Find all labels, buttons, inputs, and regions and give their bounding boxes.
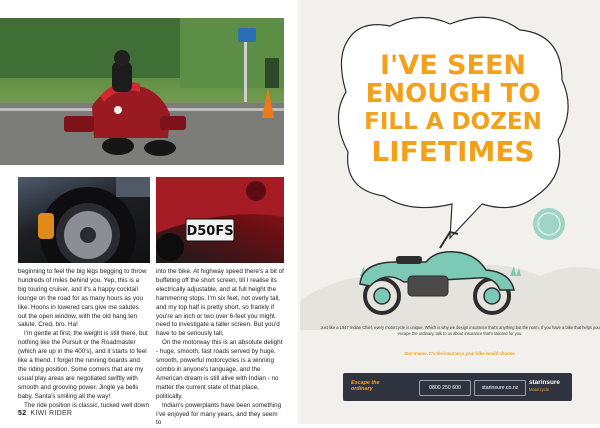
rear-plate-detail-photo: [156, 177, 284, 263]
rear-detail: [156, 177, 284, 263]
paragraph: On the motorway this is an absolute delight - huge, smooth, fast roads served by huge, smooth, powerful motorcycles is a winning combo in anyone's language, and the American dream is still alive with Indian - no matter the current state of that place, politically.: [156, 339, 283, 400]
page-folio: [18, 410, 72, 417]
headline-line-4: LIFETIMES: [371, 135, 535, 168]
starinsure-logo: [529, 379, 571, 393]
wheel-detail: [18, 177, 150, 263]
ad-headline: [338, 52, 568, 166]
page-number: 52: [18, 410, 27, 417]
paragraph: I'm gentle at first, the weight is still there, but nothing like the Pursuit or the Roadmaster (which are up in the 400's), and it starts to feel like a friend. I forget the running boards and the riding position. Some corners that are my usual play areas are negotiated swiftly with smooth and grooving power. Jingle ya bells baby, Santa's smiling all the way!: [18, 330, 148, 400]
brand-sub: Motorcycle: [529, 387, 550, 392]
paragraph: into the bike. At highway speed there's a bit of buffeting off the short screen, till I realise its electrically adjustable, and at full height the hammering stops. I'm six feet, not overly tall, and my top half is pretty short, so frankly if you're an inch or two over 6-feet you might need to investigate a taller screen. But you'd have to be seriously tall.: [156, 268, 284, 338]
article-column-1: [18, 268, 149, 411]
paragraph: Indian's powerplants have been something I've enjoyed for many years, and they seem to: [156, 401, 282, 427]
phone-number[interactable]: 0800 250 600: [419, 380, 471, 396]
headline-line-3: FILL A DOZEN: [364, 109, 542, 135]
article-column-2: [156, 268, 284, 428]
magazine-name: KIWI RIDER: [30, 410, 73, 417]
paragraph: The ride position is classic, tucked well down: [24, 401, 149, 409]
ad-contact-banner: [343, 373, 572, 401]
motorcycle-riding-photo: [0, 18, 284, 165]
wheel-brake-detail-photo: [18, 177, 150, 263]
website-link[interactable]: starinsure.co.nz: [474, 380, 526, 396]
left-page: [0, 0, 300, 427]
escape-ordinary-logo: Escape the ordinary: [351, 380, 380, 392]
ad-tagline: Star Insure. It's the insurance your bike would choose.: [404, 351, 516, 356]
motorcycle-scene: [0, 18, 284, 165]
headline-line-2: ENOUGH TO: [365, 79, 541, 109]
headline-line-1: I'VE SEEN: [380, 50, 526, 81]
ad-caption: Just like a 1947 Indian Chief, every motorcycle is unique. Which is why we design insurance that's anything but the norm. If you have a bike that helps you escape the ordinary, talk to us about insurance that's tailored for you.: [320, 325, 600, 336]
plate-text: D50FS: [186, 224, 234, 239]
advertisement-page: [300, 0, 600, 424]
paragraph: beginning to feel the big legs begging to throw hundreds of miles behind you. Yep, this is a big touring cruiser, and it's a happy cocktail lounge on the road for as many hours as you like. Hoons in lowered cars give me salutes out the open window, with the old hang ten salute. Cred, bro. Ha!: [18, 268, 147, 329]
brand-name: starinsure: [529, 379, 560, 386]
